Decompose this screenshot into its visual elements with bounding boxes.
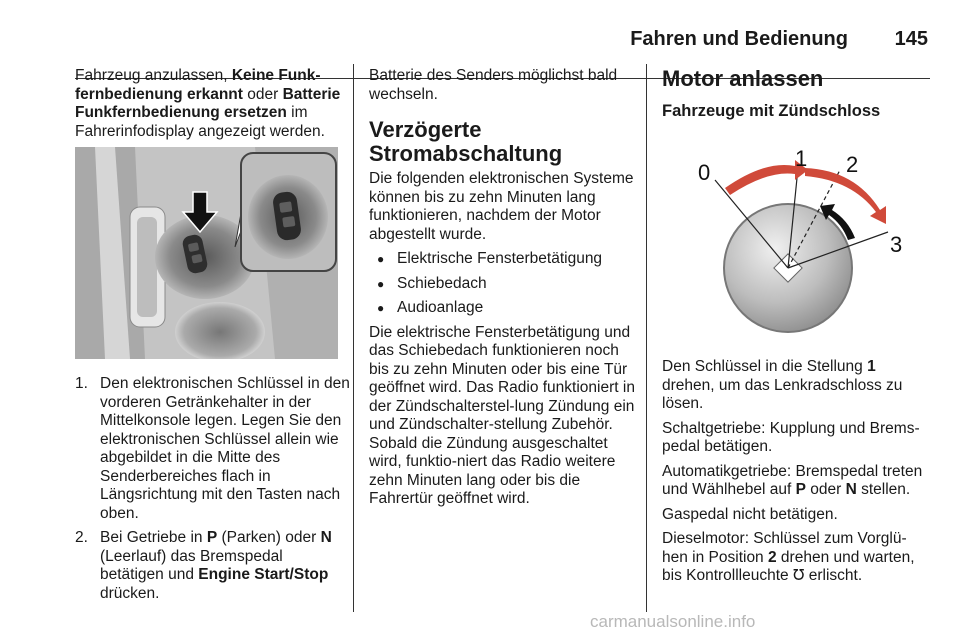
column-3-body [662,358,930,592]
systems-list [369,250,637,318]
engine-start-stop-label: Engine Start/Stop [198,566,329,583]
section-heading-delayed-power-off: Verzögerte Stromabschaltung [369,117,563,166]
column-divider [353,64,354,612]
glow-plug-icon: ℧ [792,567,805,584]
position-label-0: 0 [698,160,711,185]
list-item: 2. Bei Getriebe in P (Parken) oder N (Leerlauf) das Bremspedal betätigen und Engine Start/Stop drücken. [75,529,332,602]
position-label-1: 1 [795,146,808,171]
key-in-cupholder-photo [75,147,338,359]
systems-intro: Die folgenden elektronischen Systeme können bis zu zehn Minuten lang funktionieren, nachdem der Motor abgestellt wurde. [369,170,634,243]
column-divider [646,64,647,612]
message-replace-battery: Batterie Funkfernbedienung ersetzen [75,85,341,121]
cupholder-illustration [75,147,338,359]
subheading-ignition-lock: Fahrzeuge mit Zündschloss [662,102,881,120]
column-2 [369,67,637,515]
position-label-3: 3 [890,232,903,257]
step-diesel-preglow: Dieselmotor: Schlüssel zum Vorglü-hen in Position 2 drehen und warten, bis Kontrollleuchte ℧ erlischt. [662,530,915,584]
list-item: 1. Den elektronischen Schlüssel in den vorderen Getränkehalter in der Mittelkonsole legen. Legen Sie den elektronischen Schlüssel allein wie abgebildet in die Mitte des Senderbereiches flach in Längsrichtung mit den Tasten nach oben. [75,375,350,522]
ignition-switch-diagram [680,140,920,340]
section-heading-engine-start: Motor anlassen [662,66,824,91]
list-item: ● Elektrische Fensterbetätigung [369,250,637,269]
step-no-accelerator: Gaspedal nicht betätigen. [662,505,838,523]
steps-list [75,375,350,603]
column-3 [662,67,930,127]
step-automatic-transmission: Automatikgetriebe: Bremspedal treten und Wählhebel auf P oder N stellen. [662,462,923,498]
step-unlock-steering: Den Schlüssel in die Stellung 1 drehen, um das Lenkradschloss zu lösen. [662,358,903,412]
watermark: carmanualsonline.info [590,612,756,631]
battery-paragraph: Batterie des Senders möglichst bald wechseln. [369,67,618,103]
position-label-2: 2 [846,152,859,177]
chapter-title: Fahren und Bedienung [630,28,848,50]
page-number: 145 [894,28,928,50]
message-no-remote: Keine Funk-fernbedienung erkannt [75,67,321,103]
intro-paragraph: Fahrzeug anzulassen, Keine Funk-fernbedienung erkannt oder Batterie Funkfernbedienung ersetzen im Fahrerinfodisplay angezeigt werden. [75,67,341,140]
list-item: ● Audioanlage [369,299,637,318]
systems-detail: Die elektrische Fensterbetätigung und das Schiebedach funktionieren noch bis zu zehn Minuten oder bis eine Tür geöffnet wird. Das Radio funktioniert in der Zündschalterstel-lung Zündung ein und Zündschalter-stellung Zubehör. Sobald die Zündung ausgeschaltet wird, funktio-niert das Radio weitere zehn Minuten lang oder bis die Fahrertür geöffnet wird. [369,323,635,507]
column-1 [75,67,343,147]
step-manual-transmission: Schaltgetriebe: Kupplung und Brems-pedal betätigen. [662,419,920,455]
steps-block [75,375,350,609]
page-header [75,28,930,54]
list-item: ● Schiebedach [369,275,637,294]
